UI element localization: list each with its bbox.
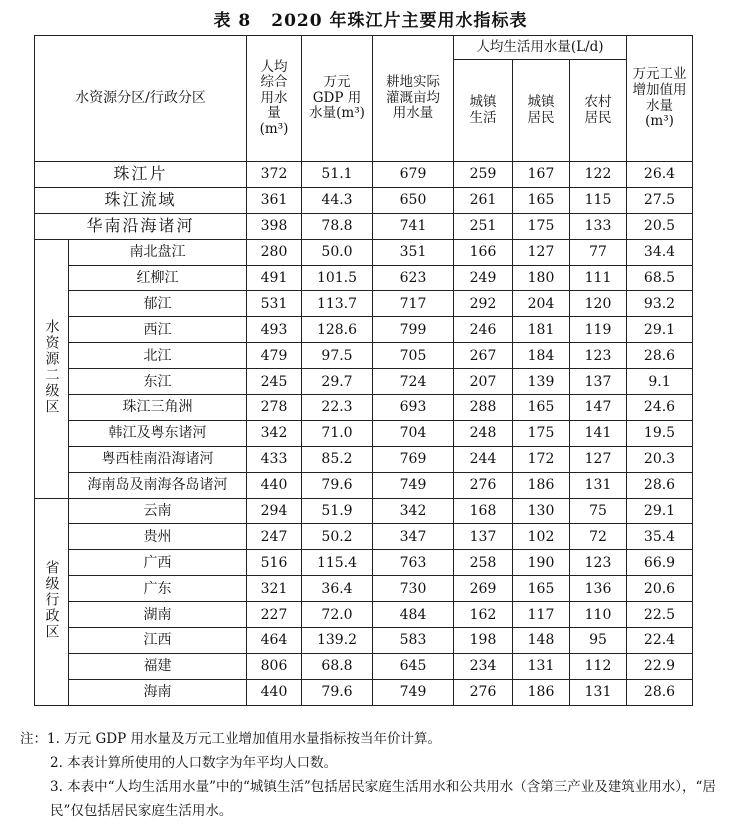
cell-value: 22.9	[627, 653, 693, 679]
cell-value: 22.3	[302, 395, 373, 421]
table-row	[35, 343, 693, 369]
cell-value: 259	[454, 162, 513, 188]
cell-value: 280	[247, 239, 302, 265]
cell-value: 361	[247, 187, 302, 213]
table-row	[35, 602, 693, 628]
cell-value: 769	[373, 446, 454, 472]
cell-value: 741	[373, 213, 454, 239]
cell-value: 724	[373, 369, 454, 395]
table-row	[35, 653, 693, 679]
row-name: 东江	[69, 369, 247, 395]
note-3: 3. 本表中“人均生活用水量”中的“城镇生活”包括居民家庭生活用水和公共用水（含第三产业及建筑业用水），“居民”仅包括居民家庭生活用水。	[50, 779, 716, 819]
cell-value: 127	[570, 446, 627, 472]
table-row	[35, 317, 693, 343]
cell-value: 44.3	[302, 187, 373, 213]
table-row	[35, 395, 693, 421]
header-industry: 万元工业增加值用水量(m³)	[627, 36, 693, 162]
table-row	[35, 420, 693, 446]
cell-value: 128.6	[302, 317, 373, 343]
cell-value: 127	[513, 239, 570, 265]
water-indicator-table	[34, 35, 693, 706]
row-name: 湖南	[69, 602, 247, 628]
header-per-capita: 人均综合用水量(m³)	[247, 36, 302, 162]
cell-value: 186	[513, 679, 570, 705]
table-row	[35, 291, 693, 317]
row-name: 韩江及粤东诸河	[69, 420, 247, 446]
row-name: 广东	[69, 576, 247, 602]
cell-value: 288	[454, 395, 513, 421]
cell-value: 705	[373, 343, 454, 369]
row-name: 珠江三角洲	[69, 395, 247, 421]
cell-value: 440	[247, 472, 302, 498]
cell-value: 276	[454, 472, 513, 498]
table-row	[35, 498, 693, 524]
header-rural-resident: 农村居民	[570, 60, 627, 162]
table-row	[35, 265, 693, 291]
cell-value: 131	[570, 472, 627, 498]
cell-value: 258	[454, 550, 513, 576]
cell-value: 110	[570, 602, 627, 628]
group-label-text: 水资源二级区	[43, 318, 60, 415]
cell-value: 137	[570, 369, 627, 395]
cell-value: 102	[513, 524, 570, 550]
cell-value: 130	[513, 498, 570, 524]
cell-value: 20.5	[627, 213, 693, 239]
note-2: 2. 本表计算所使用的人口数字为年平均人口数。	[50, 755, 338, 771]
cell-value: 35.4	[627, 524, 693, 550]
cell-value: 244	[454, 446, 513, 472]
cell-value: 72.0	[302, 602, 373, 628]
cell-value: 749	[373, 472, 454, 498]
cell-value: 693	[373, 395, 454, 421]
cell-value: 27.5	[627, 187, 693, 213]
cell-value: 190	[513, 550, 570, 576]
header-irrigation: 耕地实际灌溉亩均用水量	[373, 36, 454, 162]
cell-value: 9.1	[627, 369, 693, 395]
cell-value: 165	[513, 576, 570, 602]
cell-value: 95	[570, 628, 627, 654]
row-name: 云南	[69, 498, 247, 524]
cell-value: 251	[454, 213, 513, 239]
cell-value: 22.4	[627, 628, 693, 654]
table-row	[35, 446, 693, 472]
cell-value: 28.6	[627, 343, 693, 369]
cell-value: 398	[247, 213, 302, 239]
cell-value: 120	[570, 291, 627, 317]
cell-value: 531	[247, 291, 302, 317]
table-row	[35, 213, 693, 239]
cell-value: 72	[570, 524, 627, 550]
cell-value: 650	[373, 187, 454, 213]
table-row	[35, 576, 693, 602]
cell-value: 137	[454, 524, 513, 550]
cell-value: 147	[570, 395, 627, 421]
group-label-text: 省级行政区	[43, 559, 60, 640]
cell-value: 234	[454, 653, 513, 679]
row-name: 海南	[69, 679, 247, 705]
header-domestic-group: 人均生活用水量(L/d)	[454, 36, 627, 60]
table-row	[35, 369, 693, 395]
cell-value: 34.4	[627, 239, 693, 265]
cell-value: 763	[373, 550, 454, 576]
cell-value: 139	[513, 369, 570, 395]
cell-value: 29.1	[627, 317, 693, 343]
cell-value: 440	[247, 679, 302, 705]
cell-value: 717	[373, 291, 454, 317]
cell-value: 166	[454, 239, 513, 265]
cell-value: 645	[373, 653, 454, 679]
table-row	[35, 239, 693, 265]
cell-value: 227	[247, 602, 302, 628]
cell-value: 730	[373, 576, 454, 602]
cell-value: 175	[513, 420, 570, 446]
cell-value: 20.6	[627, 576, 693, 602]
cell-value: 321	[247, 576, 302, 602]
row-name: 郁江	[69, 291, 247, 317]
row-name: 西江	[69, 317, 247, 343]
cell-value: 162	[454, 602, 513, 628]
cell-value: 516	[247, 550, 302, 576]
cell-value: 491	[247, 265, 302, 291]
cell-value: 167	[513, 162, 570, 188]
cell-value: 68.5	[627, 265, 693, 291]
cell-value: 111	[570, 265, 627, 291]
row-name: 海南岛及南海各岛诸河	[69, 472, 247, 498]
row-name: 江西	[69, 628, 247, 654]
cell-value: 117	[513, 602, 570, 628]
row-name: 粤西桂南沿海诸河	[69, 446, 247, 472]
cell-value: 351	[373, 239, 454, 265]
cell-value: 50.0	[302, 239, 373, 265]
cell-value: 78.8	[302, 213, 373, 239]
cell-value: 342	[373, 498, 454, 524]
cell-value: 28.6	[627, 472, 693, 498]
cell-value: 267	[454, 343, 513, 369]
table-number: 表 8	[213, 11, 252, 31]
cell-value: 347	[373, 524, 454, 550]
cell-value: 168	[454, 498, 513, 524]
table-row	[35, 679, 693, 705]
cell-value: 276	[454, 679, 513, 705]
cell-value: 93.2	[627, 291, 693, 317]
table-row	[35, 472, 693, 498]
cell-value: 184	[513, 343, 570, 369]
cell-value: 249	[454, 265, 513, 291]
cell-value: 433	[247, 446, 302, 472]
cell-value: 269	[454, 576, 513, 602]
cell-value: 342	[247, 420, 302, 446]
cell-value: 198	[454, 628, 513, 654]
cell-value: 133	[570, 213, 627, 239]
cell-value: 123	[570, 343, 627, 369]
cell-value: 493	[247, 317, 302, 343]
cell-value: 806	[247, 653, 302, 679]
cell-value: 180	[513, 265, 570, 291]
cell-value: 583	[373, 628, 454, 654]
cell-value: 123	[570, 550, 627, 576]
cell-value: 119	[570, 317, 627, 343]
cell-value: 247	[247, 524, 302, 550]
cell-value: 278	[247, 395, 302, 421]
cell-value: 97.5	[302, 343, 373, 369]
cell-value: 479	[247, 343, 302, 369]
cell-value: 292	[454, 291, 513, 317]
cell-value: 28.6	[627, 679, 693, 705]
cell-value: 165	[513, 187, 570, 213]
cell-value: 139.2	[302, 628, 373, 654]
cell-value: 115.4	[302, 550, 373, 576]
cell-value: 131	[570, 679, 627, 705]
cell-value: 799	[373, 317, 454, 343]
table-row	[35, 524, 693, 550]
table-body	[35, 162, 693, 706]
cell-value: 29.1	[627, 498, 693, 524]
row-name: 北江	[69, 343, 247, 369]
row-name: 广西	[69, 550, 247, 576]
cell-value: 136	[570, 576, 627, 602]
cell-value: 148	[513, 628, 570, 654]
table-row	[35, 187, 693, 213]
cell-value: 749	[373, 679, 454, 705]
cell-value: 68.8	[302, 653, 373, 679]
cell-value: 165	[513, 395, 570, 421]
cell-value: 79.6	[302, 472, 373, 498]
cell-value: 623	[373, 265, 454, 291]
cell-value: 22.5	[627, 602, 693, 628]
cell-value: 181	[513, 317, 570, 343]
table-row	[35, 162, 693, 188]
cell-value: 245	[247, 369, 302, 395]
cell-value: 51.9	[302, 498, 373, 524]
table-row	[35, 550, 693, 576]
cell-value: 172	[513, 446, 570, 472]
cell-value: 207	[454, 369, 513, 395]
header-region: 水资源分区/行政分区	[35, 36, 247, 162]
cell-value: 484	[373, 602, 454, 628]
table-title	[0, 6, 737, 31]
table-row	[35, 628, 693, 654]
cell-value: 20.3	[627, 446, 693, 472]
cell-value: 679	[373, 162, 454, 188]
header-urban-life: 城镇生活	[454, 60, 513, 162]
cell-value: 704	[373, 420, 454, 446]
cell-value: 66.9	[627, 550, 693, 576]
cell-value: 115	[570, 187, 627, 213]
cell-value: 29.7	[302, 369, 373, 395]
row-name: 珠江片	[35, 162, 247, 188]
cell-value: 112	[570, 653, 627, 679]
cell-value: 75	[570, 498, 627, 524]
table-title-text: 2020 年珠江片主要用水指标表	[271, 11, 528, 31]
row-name: 珠江流域	[35, 187, 247, 213]
row-name: 南北盘江	[69, 239, 247, 265]
cell-value: 261	[454, 187, 513, 213]
row-name: 福建	[69, 653, 247, 679]
row-name: 红柳江	[69, 265, 247, 291]
row-name: 贵州	[69, 524, 247, 550]
group-label	[35, 498, 69, 705]
cell-value: 101.5	[302, 265, 373, 291]
cell-value: 248	[454, 420, 513, 446]
cell-value: 71.0	[302, 420, 373, 446]
cell-value: 294	[247, 498, 302, 524]
group-label	[35, 239, 69, 498]
cell-value: 51.1	[302, 162, 373, 188]
cell-value: 19.5	[627, 420, 693, 446]
cell-value: 36.4	[302, 576, 373, 602]
cell-value: 77	[570, 239, 627, 265]
cell-value: 204	[513, 291, 570, 317]
cell-value: 372	[247, 162, 302, 188]
note-1: 注：1. 万元 GDP 用水量及万元工业增加值用水量指标按当年价计算。	[20, 731, 441, 747]
cell-value: 79.6	[302, 679, 373, 705]
cell-value: 175	[513, 213, 570, 239]
cell-value: 50.2	[302, 524, 373, 550]
cell-value: 186	[513, 472, 570, 498]
notes	[20, 727, 720, 823]
cell-value: 113.7	[302, 291, 373, 317]
cell-value: 246	[454, 317, 513, 343]
cell-value: 122	[570, 162, 627, 188]
cell-value: 131	[513, 653, 570, 679]
row-name: 华南沿海诸河	[35, 213, 247, 239]
cell-value: 141	[570, 420, 627, 446]
cell-value: 85.2	[302, 446, 373, 472]
cell-value: 464	[247, 628, 302, 654]
cell-value: 24.6	[627, 395, 693, 421]
header-urban-resident: 城镇居民	[513, 60, 570, 162]
header-gdp: 万元 GDP 用水量(m³)	[302, 36, 373, 162]
cell-value: 26.4	[627, 162, 693, 188]
